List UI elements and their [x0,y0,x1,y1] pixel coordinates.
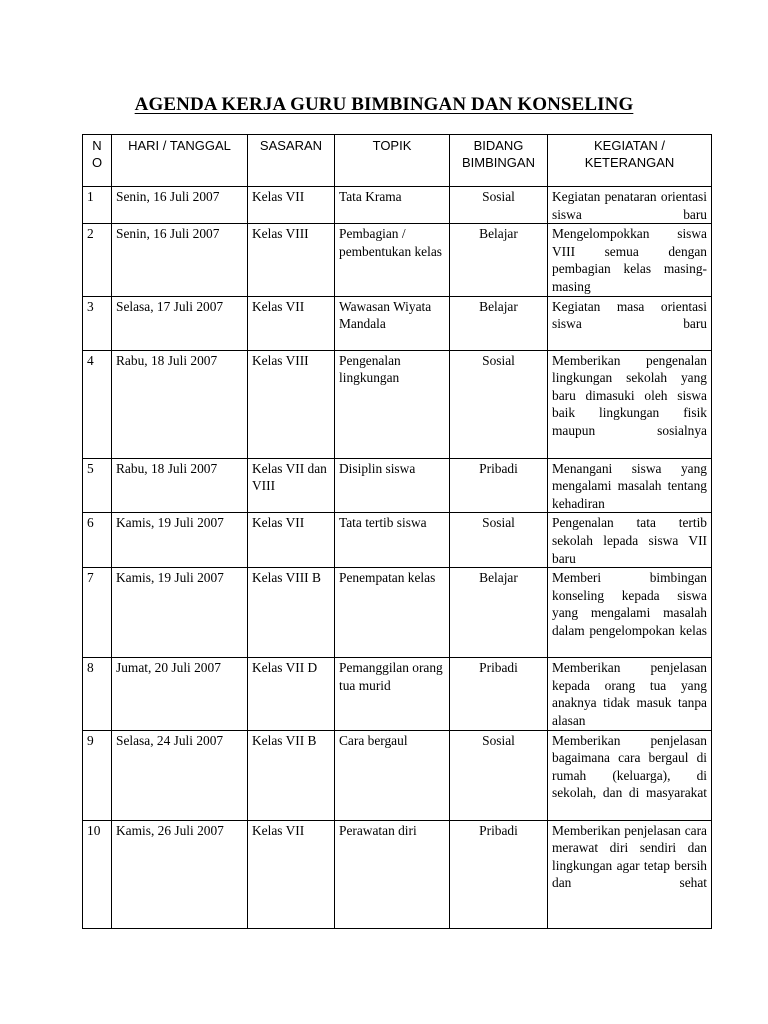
cell-no: 4 [83,350,112,458]
cell-sasaran: Kelas VIII [248,350,335,458]
cell-hari-tanggal: Jumat, 20 Juli 2007 [112,658,248,730]
table-row [83,224,712,296]
table-row [83,458,712,513]
table-row [83,658,712,730]
cell-kegiatan-keterangan: Pengenalan tata tertib sekolah lepada siswa VII baru [548,513,712,568]
cell-sasaran: Kelas VII dan VIII [248,458,335,513]
cell-topik: Disiplin siswa [335,458,450,513]
cell-hari-tanggal: Kamis, 19 Juli 2007 [112,513,248,568]
cell-no: 2 [83,224,112,296]
table-row [83,187,712,224]
header-no: N O [83,135,112,187]
table-row [83,730,712,820]
cell-topik: Tata tertib siswa [335,513,450,568]
header-bidang-bimbingan: BIDANG BIMBINGAN [450,135,548,187]
cell-bidang-bimbingan: Belajar [450,224,548,296]
table-row [83,568,712,658]
cell-no: 10 [83,820,112,928]
cell-no: 9 [83,730,112,820]
cell-topik: Tata Krama [335,187,450,224]
cell-kegiatan-keterangan: Kegiatan penataran orientasi siswa baru [548,187,712,224]
cell-topik: Wawasan Wiyata Mandala [335,296,450,350]
cell-bidang-bimbingan: Pribadi [450,820,548,928]
table-row [83,296,712,350]
cell-no: 5 [83,458,112,513]
cell-hari-tanggal: Rabu, 18 Juli 2007 [112,350,248,458]
header-hari-tanggal: HARI / TANGGAL [112,135,248,187]
cell-no: 1 [83,187,112,224]
cell-hari-tanggal: Selasa, 24 Juli 2007 [112,730,248,820]
table-row [83,820,712,928]
cell-sasaran: Kelas VIII [248,224,335,296]
cell-bidang-bimbingan: Sosial [450,730,548,820]
cell-bidang-bimbingan: Sosial [450,350,548,458]
table-header-row [83,135,712,187]
cell-sasaran: Kelas VII [248,187,335,224]
cell-kegiatan-keterangan: Memberikan pengenalan lingkungan sekolah yang baru dimasuki oleh siswa baik lingkungan fisik maupun sosialnya [548,350,712,458]
cell-kegiatan-keterangan: Mengelompokkan siswa VIII semua dengan pembagian kelas masing-masing [548,224,712,296]
document-title: AGENDA KERJA GURU BIMBINGAN DAN KONSELING [134,94,634,115]
cell-topik: Pemanggilan orang tua murid [335,658,450,730]
cell-no: 7 [83,568,112,658]
cell-topik: Pembagian / pembentukan kelas [335,224,450,296]
cell-hari-tanggal: Rabu, 18 Juli 2007 [112,458,248,513]
cell-no: 6 [83,513,112,568]
cell-topik: Penempatan kelas [335,568,450,658]
cell-sasaran: Kelas VII [248,296,335,350]
cell-kegiatan-keterangan: Memberikan penjelasan bagaimana cara bergaul di rumah (keluarga), di sekolah, dan di masyarakat [548,730,712,820]
cell-topik: Cara bergaul [335,730,450,820]
cell-bidang-bimbingan: Pribadi [450,458,548,513]
header-topik: TOPIK [335,135,450,187]
cell-hari-tanggal: Senin, 16 Juli 2007 [112,187,248,224]
cell-bidang-bimbingan: Pribadi [450,658,548,730]
cell-sasaran: Kelas VII B [248,730,335,820]
cell-hari-tanggal: Kamis, 19 Juli 2007 [112,568,248,658]
cell-sasaran: Kelas VII D [248,658,335,730]
cell-bidang-bimbingan: Belajar [450,296,548,350]
cell-hari-tanggal: Senin, 16 Juli 2007 [112,224,248,296]
table-row [83,513,712,568]
cell-kegiatan-keterangan: Kegiatan masa orientasi siswa baru [548,296,712,350]
cell-topik: Perawatan diri [335,820,450,928]
cell-kegiatan-keterangan: Memberikan penjelasan kepada orang tua yang anaknya tidak masuk tanpa alasan [548,658,712,730]
cell-hari-tanggal: Kamis, 26 Juli 2007 [112,820,248,928]
cell-sasaran: Kelas VII [248,820,335,928]
cell-topik: Pengenalan lingkungan [335,350,450,458]
header-sasaran: SASARAN [248,135,335,187]
cell-bidang-bimbingan: Sosial [450,187,548,224]
cell-kegiatan-keterangan: Memberikan penjelasan cara merawat diri sendiri dan lingkungan agar tetap bersih dan sehat [548,820,712,928]
cell-no: 8 [83,658,112,730]
cell-kegiatan-keterangan: Memberi bimbingan konseling kepada siswa yang mengalami masalah dalam pengelompokan kelas [548,568,712,658]
agenda-table [82,134,712,929]
cell-kegiatan-keterangan: Menangani siswa yang mengalami masalah tentang kehadiran [548,458,712,513]
cell-bidang-bimbingan: Belajar [450,568,548,658]
cell-sasaran: Kelas VIII B [248,568,335,658]
table-row [83,350,712,458]
cell-bidang-bimbingan: Sosial [450,513,548,568]
cell-sasaran: Kelas VII [248,513,335,568]
header-kegiatan-keterangan: KEGIATAN / KETERANGAN [548,135,712,187]
cell-no: 3 [83,296,112,350]
cell-hari-tanggal: Selasa, 17 Juli 2007 [112,296,248,350]
agenda-body [83,187,712,929]
